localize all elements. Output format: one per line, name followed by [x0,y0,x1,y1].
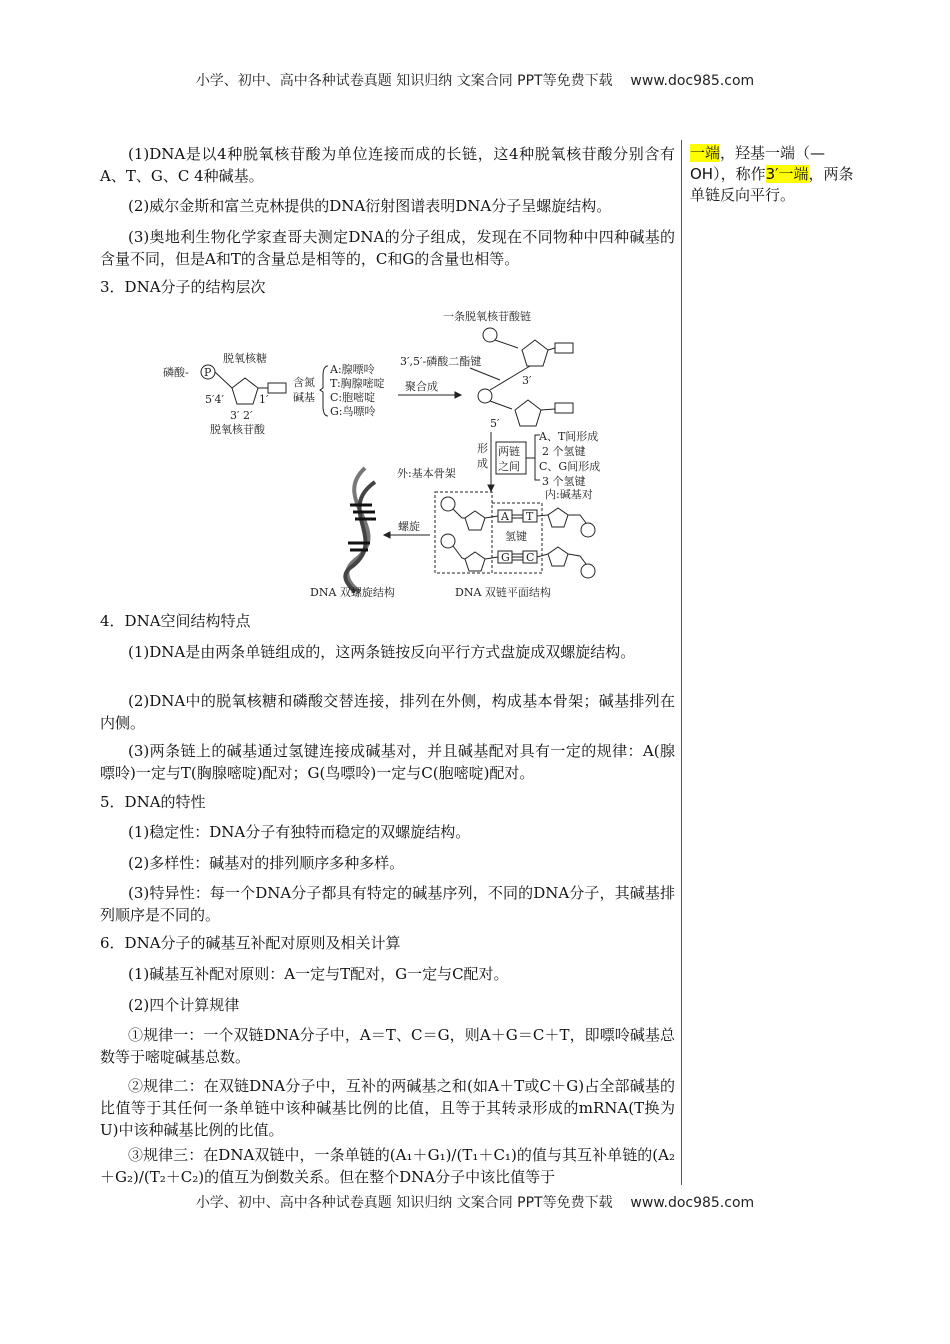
footer-site: www.doc985.com [630,1195,755,1211]
highlight: 一端 [690,144,721,162]
double-helix-icon [345,468,376,592]
label: DNA 双螺旋结构 [310,586,395,599]
label: 磷酸- [163,366,189,379]
label: 碱基 [293,391,315,404]
paragraph: (3)两条链上的碱基通过氢键连接成碱基对，并且碱基配对具有一定的规律：A(腺嘌呤)一定与T(胸腺嘧啶)配对；G(鸟嘌呤)一定与C(胞嘧啶)配对。 [100,742,675,782]
header-site: www.doc985.com [630,73,755,89]
side-text: ，两条单链反向平行。 [690,165,854,204]
header-text: 小学、初中、高中各种试卷真题 知识归纳 文案合同 PPT等免费下载 [195,73,613,89]
label: 5′4′ [205,393,224,406]
label: 一条脱氧核苷酸链 [443,310,531,323]
label: 成 [477,457,488,470]
column-divider [681,140,682,1185]
label: G [501,551,510,564]
section-heading: 4．DNA空间结构特点 [100,612,251,630]
label: 氢键 [505,530,527,543]
label: C [526,551,535,564]
paragraph: (1)DNA是以4种脱氧核苷酸为单位连接而成的长链，这4种脱氧核苷酸分别含有A、T、G、C 4种碱基。 [100,145,675,185]
paragraph: ①规律一：一个双链DNA分子中，A＝T、C＝G，则A＋G＝C＋T，即嘌呤碱基总数等于嘧啶碱基总数。 [100,1026,675,1066]
paragraph: (2)多样性：碱基对的排列顺序多种多样。 [128,854,405,872]
label: 螺旋 [398,520,420,533]
label: P [204,366,212,379]
label: DNA 双链平面结构 [455,586,551,599]
paragraph: (2)威尔金斯和富兰克林提供的DNA衍射图谱表明DNA分子呈螺旋结构。 [128,197,612,215]
paragraph: (2)DNA中的脱氧核糖和磷酸交替连接，排列在外侧，构成基本骨架；碱基排列在内侧。 [100,692,675,732]
label: 3 个氢键 [542,475,586,488]
label: A [501,510,509,523]
label: 脱氧核糖 [223,352,267,365]
label: 两链 [498,445,520,458]
label: 之间 [498,460,520,473]
page-footer [0,1192,950,1212]
paragraph: (1)DNA是由两条单链组成的，这两条链按反向平行方式盘旋成双螺旋结构。 [128,643,636,661]
paragraph: (3)奥地利生物化学家查哥夫测定DNA的分子组成，发现在不同物种中四种碱基的含量不同，但是A和T的含量总是相等的，C和G的含量也相等。 [100,228,675,268]
label: A:腺嘌呤 [330,363,375,376]
label: 外:基本骨架 [397,467,456,480]
paragraph: ③规律三：在DNA双链中，一条单链的(A₁＋G₁)/(T₁＋C₁)的值与其互补单链的(A₂＋G₂)/(T₂＋C₂)的值互为倒数关系。但在整个DNA分子中该比值等于 [100,1146,675,1186]
label: T [526,510,534,523]
label: 脱氧核苷酸 [210,423,265,436]
paragraph: (2)四个计算规律 [128,996,240,1014]
side-note [690,143,855,206]
section-heading: 6．DNA分子的碱基互补配对原则及相关计算 [100,934,401,952]
label: 聚合成 [405,380,438,393]
label: A、T间形成 [539,430,599,443]
side-text: ，羟基一端（—OH），称作 [690,144,826,183]
paragraph: (1)碱基互补配对原则：A一定与T配对，G一定与C配对。 [128,965,509,983]
label: 内:碱基对 [545,488,593,501]
section-heading: 3．DNA分子的结构层次 [100,278,266,296]
paragraph: ②规律二：在双链DNA分子中，互补的两碱基之和(如A＋T或C＋G)占全部碱基的比值等于其任何一条单链中该种碱基比例的比值，且等于其转录形成的mRNA(T换为U)中该种碱基比例的比值。 [100,1077,675,1139]
label: 3′ 2′ [230,409,253,422]
label: 3′,5′-磷酸二酯键 [400,355,482,368]
label: C:胞嘧啶 [330,391,376,404]
footer-text: 小学、初中、高中各种试卷真题 知识归纳 文案合同 PPT等免费下载 [195,1195,613,1211]
label: G:鸟嘌呤 [330,405,376,418]
paragraph: (3)特异性：每一个DNA分子都具有特定的碱基序列，不同的DNA分子，其碱基排列顺序是不同的。 [100,884,675,924]
label: 形 [477,442,488,455]
label: 3′ [522,374,532,387]
section-heading: 5．DNA的特性 [100,793,206,811]
label: T:胸腺嘧啶 [330,377,385,390]
page-header [0,70,950,90]
dna-structure-diagram [150,300,620,610]
label: 含氮 [293,376,315,389]
label: 2 个氢键 [542,445,586,458]
paragraph: (1)稳定性：DNA分子有独特而稳定的双螺旋结构。 [128,823,471,841]
label: 1′ [259,393,269,406]
highlight: 3′一端 [765,165,809,183]
label: 5′ [490,417,500,430]
label: C、G间形成 [539,460,601,473]
